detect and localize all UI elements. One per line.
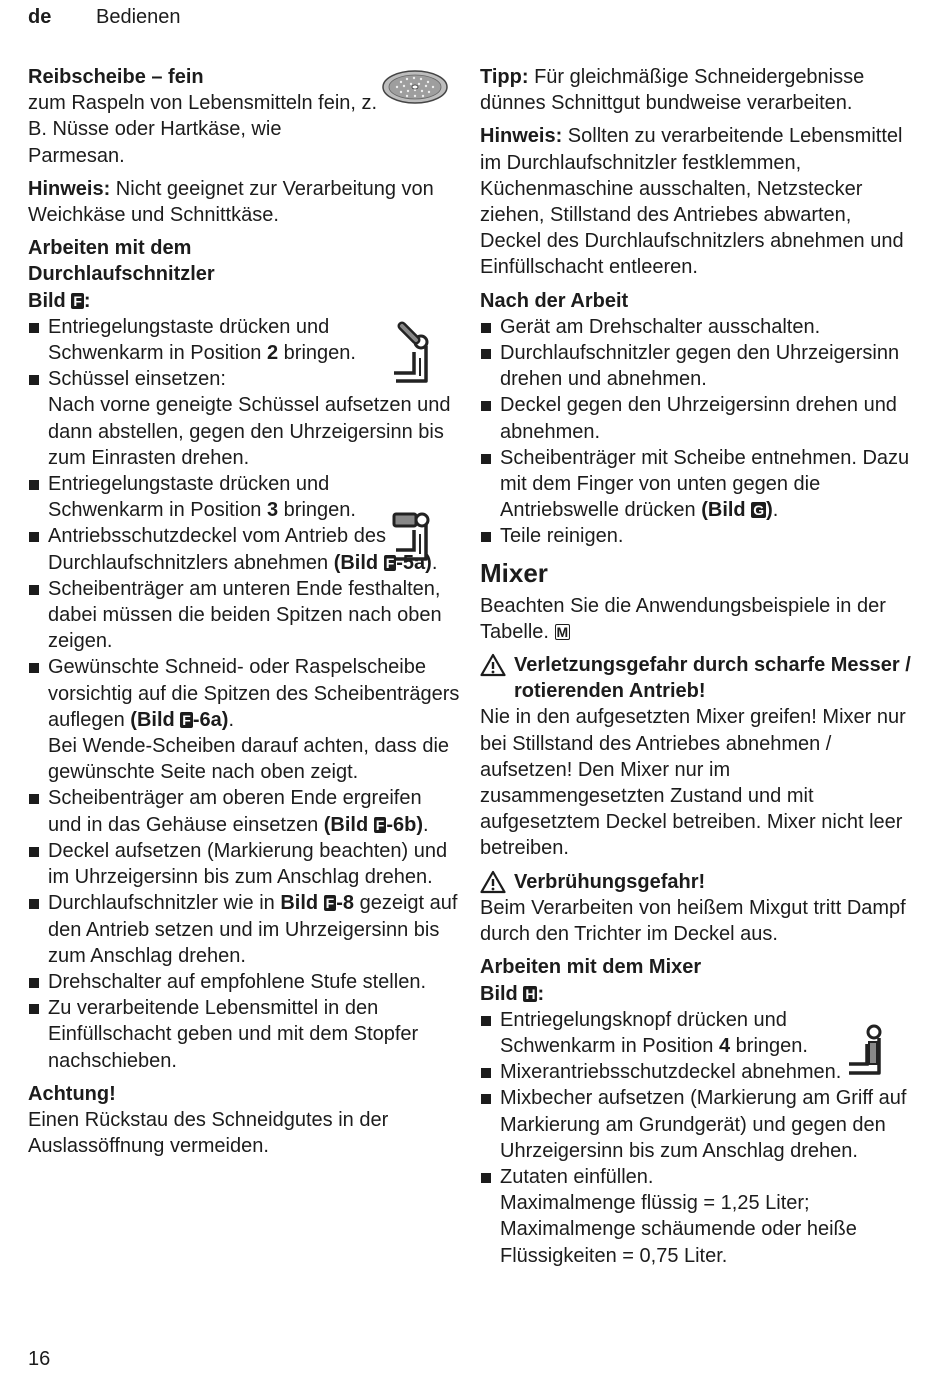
achtung-title: Achtung! — [28, 1082, 116, 1105]
grating-disc-icon — [381, 68, 449, 106]
list-item — [28, 785, 460, 837]
language-code: de — [28, 6, 52, 28]
list-item — [480, 1085, 912, 1164]
list-item — [28, 995, 460, 1074]
list-item — [28, 654, 460, 785]
reibscheibe-title: Reibscheibe – fein — [28, 66, 204, 88]
item-text: Entriegelungstaste drücken und Schwenkarm in Position — [48, 315, 330, 365]
item-text: Durchlaufschnitzler gegen den Uhrzeigersinn drehen und abnehmen. — [500, 342, 900, 391]
mixer-intro — [480, 593, 912, 645]
list-item — [480, 340, 912, 392]
figure-ref-text: (Bild — [333, 551, 384, 574]
figure-ref-text: -8 — [336, 892, 355, 915]
item-text: Gerät am Drehschalter ausschalten. — [500, 315, 821, 338]
after-work-list — [480, 314, 912, 550]
page-number: 16 — [28, 1348, 51, 1370]
figure-ref-text: ) — [766, 499, 773, 522]
list-item — [28, 969, 460, 995]
warning-triangle-icon — [480, 870, 506, 894]
arbeiten-heading-line2: Durchlaufschnitzler — [28, 263, 215, 286]
hinweis-text: Sollten zu verarbeitende Lebensmittel im Durchlaufschnitzler festklemmen, Küchenmaschine ausschalten, Netzstecker ziehen, Stillstand des Antriebes abwarten, Deckel des Durchlaufschnitzlers abnehmen und Einfüllschacht entleeren. — [480, 125, 904, 279]
item-text: Schüssel einsetzen: — [48, 368, 226, 391]
figure-ref — [280, 892, 354, 914]
item-text: Scheibenträger am unteren Ende festhalten, dabei müssen die beiden Spitzen nach oben zeigen. — [48, 577, 442, 653]
bild-colon: : — [537, 982, 545, 1005]
item-text: . — [772, 499, 779, 522]
item-text: Deckel aufsetzen (Markierung beachten) und im Uhrzeigersinn bis zum Anschlag drehen. — [48, 839, 448, 889]
swivel-arm-position-4-icon — [845, 1024, 885, 1076]
hinweis-paragraph — [480, 123, 912, 280]
tipp-text: Für gleichmäßige Schneidergebnisse dünnes Schnittgut bundweise verarbeiten. — [480, 66, 865, 115]
item-text: . — [431, 551, 438, 574]
figure-ref-text: -5a) — [396, 551, 432, 574]
injury-warning — [480, 652, 912, 704]
mixer-heading: Mixer — [480, 557, 548, 588]
figure-ref-box: F — [182, 711, 191, 728]
figure-ref-text: Bild — [280, 892, 324, 915]
steps-list — [28, 314, 460, 1074]
tipp-paragraph — [480, 64, 912, 116]
warning-triangle-icon — [480, 653, 506, 677]
item-text: bringen. — [278, 499, 356, 522]
list-item — [480, 314, 912, 340]
list-item — [28, 576, 460, 655]
bild-colon: : — [83, 289, 91, 312]
item-text: . — [228, 708, 234, 731]
achtung-text: Einen Rückstau des Schneidgutes in der Auslassöffnung vermeiden. — [28, 1108, 389, 1158]
swivel-arm-position-2-icon — [390, 318, 436, 384]
list-item — [480, 392, 912, 444]
nach-der-arbeit-heading: Nach der Arbeit — [480, 289, 629, 312]
right-column — [480, 64, 912, 1276]
list-item — [480, 523, 912, 549]
figure-ref-box: F — [73, 292, 82, 309]
mixer-intro-text: Beachten Sie die Anwendungsbeispiele in der Tabelle. — [480, 594, 886, 643]
item-text: Maximalmenge flüssig = 1,25 Liter; Maximalmenge schäumende oder heiße Flüssigkeiten = 0,75 Liter. — [500, 1192, 857, 1267]
figure-ref — [701, 499, 773, 521]
list-item — [480, 445, 912, 524]
figure-ref — [130, 709, 228, 731]
left-column — [28, 64, 460, 1166]
figure-ref-text: (Bild — [323, 813, 374, 836]
item-text: Durchlaufschnitzler wie in — [48, 892, 281, 915]
figure-ref-text: (Bild — [130, 708, 181, 731]
figure-ref — [324, 814, 423, 836]
item-text: Scheibenträger am oberen Ende ergreifen und in das Gehäuse einsetzen — [48, 787, 422, 836]
item-text: Zutaten einfüllen. — [500, 1165, 654, 1188]
item-text: bringen. — [278, 342, 356, 365]
scald-warning — [480, 869, 912, 895]
scald-warning-title: Verbrühungsgefahr! — [514, 870, 706, 893]
arbeiten-heading — [28, 235, 460, 314]
achtung-block — [28, 1081, 460, 1160]
item-text: Antriebsschutzdeckel vom Antrieb des Durchlaufschnitzlers abnehmen — [48, 525, 386, 574]
hinweis-paragraph — [28, 176, 460, 228]
list-item — [28, 838, 460, 890]
position-number: 2 — [266, 342, 279, 365]
bild-label: Bild — [480, 982, 518, 1005]
item-text: Nach vorne geneigte Schüssel aufsetzen und dann abstellen, gegen den Uhrzeigersinn bis zum Einrasten drehen. — [48, 394, 451, 469]
figure-ref-box: G — [753, 502, 765, 519]
mixer-work-heading-text: Arbeiten mit dem Mixer — [480, 956, 702, 979]
item-text: Gewünschte Schneid- oder Raspelscheibe vorsichtig auf die Spitzen des Scheibenträgers auflegen — [48, 656, 460, 731]
hinweis-text: Nicht geeignet zur Verarbeitung von Weichkäse und Schnittkäse. — [28, 177, 434, 227]
table-ref-box: M — [556, 623, 569, 640]
item-text: Mixbecher aufsetzen (Markierung am Griff auf Markierung am Grundgerät) und gegen den Uhrzeigersinn bis zum Anschlag drehen. — [500, 1087, 907, 1162]
figure-ref-box: F — [375, 816, 385, 833]
item-text: . — [423, 813, 429, 836]
figure-ref-box: F — [385, 554, 395, 571]
bild-label: Bild — [28, 289, 66, 312]
figure-ref-box: H — [525, 985, 536, 1002]
item-text: Deckel gegen den Uhrzeigersinn drehen und abnehmen. — [500, 394, 897, 443]
item-text: Teile reinigen. — [500, 525, 624, 548]
hinweis-label: Hinweis: — [480, 125, 563, 148]
list-item — [28, 890, 460, 969]
page-header — [28, 6, 181, 29]
item-text: Entriegelungsknopf drücken und Schwenkarm in Position — [500, 1008, 787, 1057]
position-number: 3 — [266, 499, 279, 522]
item-text: Drehschalter auf empfohlene Stufe stellen. — [48, 970, 426, 993]
list-item — [480, 1164, 912, 1269]
figure-ref-box: F — [325, 895, 335, 912]
item-text: gezeigt auf den Antrieb setzen und im Uhrzeigersinn bis zum Anschlag drehen. — [48, 892, 458, 967]
reibscheibe-text: zum Raspeln von Lebensmitteln fein, z. B. Nüsse oder Hartkäse, wie Parmesan. — [28, 92, 378, 167]
figure-ref-text: (Bild — [701, 499, 752, 522]
mixer-work-heading — [480, 954, 912, 1006]
item-text: Bei Wende-Scheiben darauf achten, dass die gewünschte Seite nach oben zeigt. — [48, 735, 450, 784]
tipp-label: Tipp: — [480, 66, 529, 88]
item-text: Mixerantriebsschutzdeckel abnehmen. — [500, 1061, 842, 1084]
position-number: 4 — [718, 1034, 731, 1057]
item-text: Scheibenträger mit Scheibe entnehmen. Dazu mit dem Finger von unten gegen die Antriebswelle drücken — [500, 446, 910, 522]
item-text: Entriegelungstaste drücken und Schwenkarm in Position — [48, 473, 330, 522]
injury-warning-text: Nie in den aufgesetzten Mixer greifen! Mixer nur bei Stillstand des Antriebes abnehmen / aufsetzen! Den Mixer nur im zusammengesetzten Zustand und mit aufgesetztem Deckel betreiben. Mixer nicht leer betreiben. — [480, 706, 906, 860]
section-title: Bedienen — [96, 6, 181, 28]
figure-ref-text: -6a) — [192, 708, 229, 731]
item-text: Zu verarbeitende Lebensmittel in den Einfüllschacht geben und mit dem Stopfer nachschieben. — [48, 997, 419, 1072]
figure-ref-text: -6b) — [386, 813, 423, 836]
hinweis-label: Hinweis: — [28, 177, 111, 200]
scald-warning-text: Beim Verarbeiten von heißem Mixgut tritt Dampf durch den Trichter im Deckel aus. — [480, 896, 906, 946]
injury-warning-title: Verletzungsgefahr durch scharfe Messer / rotierenden Antrieb! — [514, 654, 911, 703]
arbeiten-heading-line1: Arbeiten mit dem — [28, 237, 192, 260]
item-text: bringen. — [730, 1034, 808, 1057]
swivel-arm-position-3-icon — [392, 506, 436, 562]
